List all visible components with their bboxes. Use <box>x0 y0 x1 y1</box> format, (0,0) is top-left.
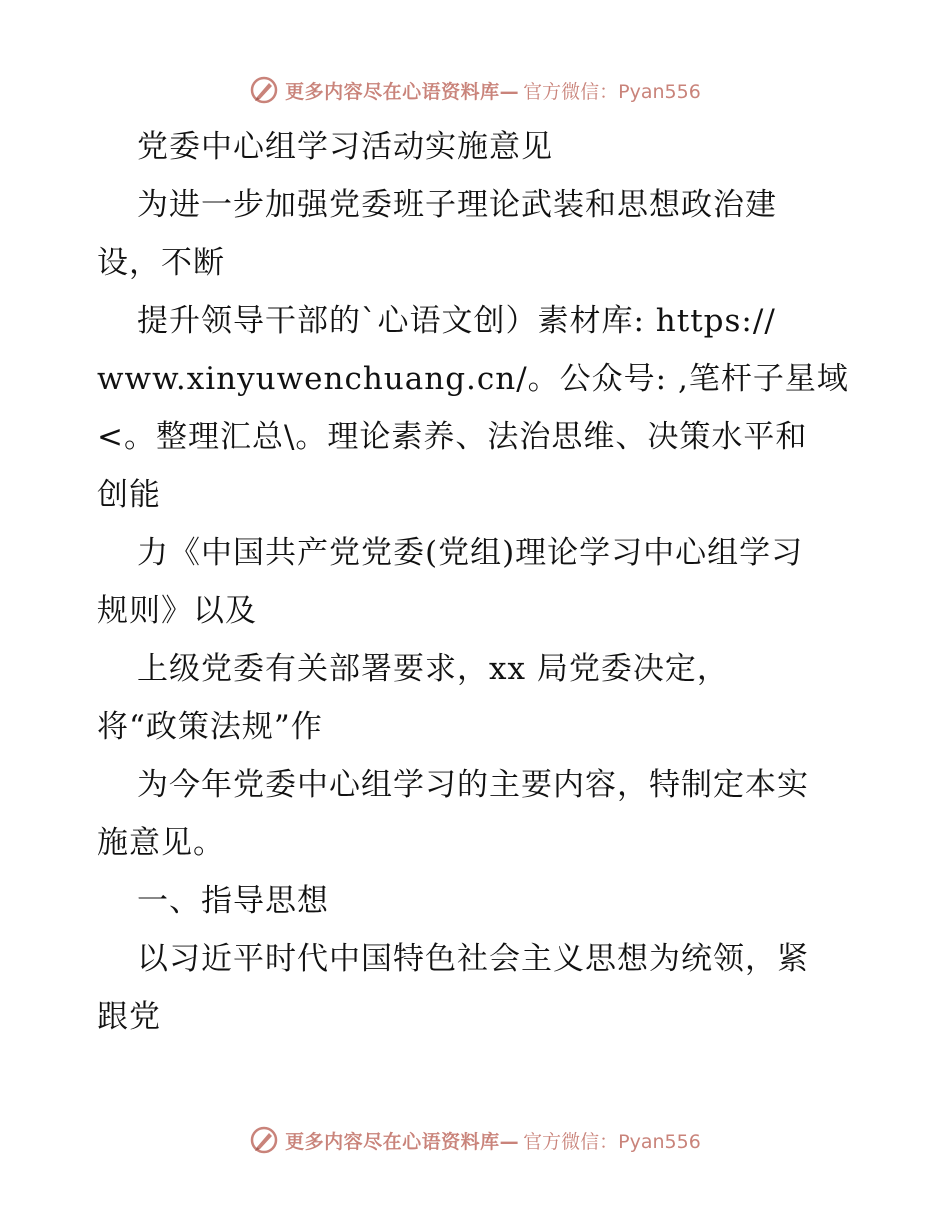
banner-text: 更多内容尽在心语资料库— <box>285 1130 520 1153</box>
section-heading: 一、指导思想 <box>137 883 329 919</box>
banner-wechat-label: 官方微信：Pyan556 <box>523 1130 701 1153</box>
banner-text: 更多内容尽在心语资料库— <box>285 80 520 103</box>
doc-line: 以习近平时代中国特色社会主义思想为统领，紧 <box>137 941 809 977</box>
header-watermark-banner <box>0 70 950 110</box>
document-body <box>97 118 857 1046</box>
doc-line: 将“政策法规”作 <box>97 709 323 745</box>
doc-line: www.xinyuwenchuang.cn/。公众号: ,笔杆子星域 <box>97 361 849 397</box>
pen-logo-icon <box>249 75 279 105</box>
doc-line: 施意见。 <box>97 825 225 861</box>
doc-line: 提升领导干部的`心语文创）素材库: https:// <box>137 303 776 339</box>
doc-line: 规则》以及 <box>97 593 257 629</box>
doc-line: 跟党 <box>97 999 161 1035</box>
doc-line: 设，不断 <box>97 245 225 281</box>
doc-line: 创能 <box>97 477 161 513</box>
pen-logo-icon <box>249 1125 279 1155</box>
banner-wechat-label: 官方微信：Pyan556 <box>523 80 701 103</box>
doc-line: <。整理汇总\。理论素养、法治思维、决策水平和 <box>97 419 808 455</box>
footer-watermark-banner <box>0 1120 950 1160</box>
doc-line: 上级党委有关部署要求，xx 局党委决定， <box>137 651 729 687</box>
doc-line: 为今年党委中心组学习的主要内容，特制定本实 <box>137 767 809 803</box>
doc-line: 为进一步加强党委班子理论武装和思想政治建 <box>137 187 777 223</box>
doc-title: 党委中心组学习活动实施意见 <box>137 129 553 165</box>
doc-line: 力《中国共产党党委(党组)理论学习中心组学习 <box>137 535 804 571</box>
